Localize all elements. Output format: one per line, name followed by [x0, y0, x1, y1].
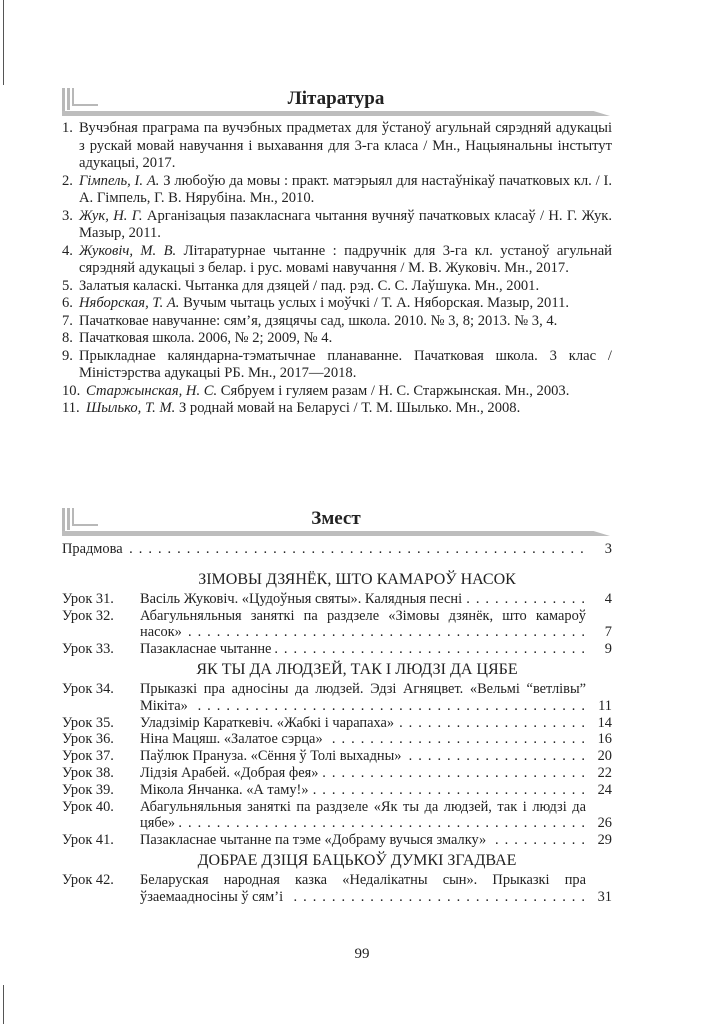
item-number: 10.	[62, 382, 81, 399]
item-number: 6.	[62, 295, 73, 311]
toc-entry-page: 26	[597, 815, 612, 832]
toc-entry[interactable]	[62, 782, 612, 799]
item-author: Старжынская, Н. С.	[86, 382, 218, 399]
item-author: Жук, Н. Г.	[79, 207, 143, 224]
item-text: Літаратурнае чытанне : падручнік для 3-га кл. устаноў агульнай сярэдняй адукацыі з белар. і рус. мовамі навучання / М. В. Жуковіч. Мн., 2017.	[79, 242, 612, 276]
toc-entry-page: 31	[597, 888, 612, 905]
toc-entry[interactable]	[62, 765, 612, 782]
toc-entry-label: Урок 36.	[62, 731, 114, 748]
item-number: 4.	[62, 242, 73, 259]
toc-entry-page: 22	[597, 764, 612, 781]
bibliography-item	[62, 313, 612, 331]
toc-entry-title: Ніна Мацяш. «Залатое сэрца»	[140, 731, 327, 747]
toc-entry[interactable]	[62, 591, 612, 608]
toc-entry-label: Урок 34.	[62, 680, 114, 697]
toc-entry-page: 29	[597, 832, 612, 849]
table-of-contents	[62, 541, 612, 906]
item-number: 7.	[62, 312, 73, 329]
item-text: Арганізацыя пазакласнага чытання вучняў пачатковых класаў / Н. Г. Жук. Мазыр, 2011.	[79, 207, 612, 241]
bibliography-item	[62, 295, 612, 313]
item-text: Сябруем і гуляем разам / Н. С. Старжынская. Мн., 2003.	[220, 382, 570, 399]
toc-entry-label: Урок 40.	[62, 798, 114, 815]
item-text: Вучым чытаць услых і моўчкі / Т. А. Няборская. Мазыр, 2011.	[183, 295, 570, 311]
item-text: Прыкладнае каляндарна-тэматычнае планаванне. Пачатковая школа. 3 клас / Міністэрства адукацыі РБ. Мн., 2017—2018.	[79, 347, 612, 381]
toc-entry-title: Беларуская народная казка «Недалікатны сын». Прыказкі пра ўзаемаадносіны ў сям’і	[140, 871, 586, 905]
item-text: Вучэбная праграма па вучэбных прадметах для ўстаноў агульнай сярэдняй адукацыі з рускай мовай навучання і выхавання для 3-га класа / Мн., Нацыянальны інстытут адукацыі, 2017.	[79, 120, 612, 171]
toc-entry-page: 24	[597, 781, 612, 798]
bibliography-item	[62, 383, 612, 401]
item-number: 11.	[62, 400, 80, 416]
item-number: 5.	[62, 277, 73, 294]
toc-section-title: ДОБРАЕ ДЗІЦЯ БАЦЬКОЎ ДУМКІ ЗГАДВАЕ	[197, 851, 517, 869]
bibliography-item	[62, 330, 612, 348]
toc-entry-title: Пазакласнае чытанне па тэме «Добраму вучыся змалку»	[140, 832, 490, 848]
toc-entry-page: 4	[604, 590, 612, 607]
bibliography-list	[62, 120, 612, 418]
toc-entry-title: Паўлюк Прануза. «Сёння ў Толі выхадны»	[140, 748, 405, 764]
toc-entry-title: Уладзімір Караткевіч. «Жабкі і чарапаха»	[140, 715, 398, 731]
toc-section-title: ЗІМОВЫ ДЗЯНЁК, ШТО КАМАРОЎ НАСОК	[198, 570, 516, 588]
item-number: 3.	[62, 207, 73, 224]
toc-entry-label: Урок 33.	[62, 641, 114, 658]
page-number: 99	[354, 946, 370, 962]
toc-entry[interactable]	[62, 681, 612, 715]
heading-bar	[62, 531, 610, 536]
item-text: Пачатковая школа. 2006, № 2; 2009, № 4.	[79, 330, 333, 346]
toc-entry[interactable]	[62, 715, 612, 732]
toc-entry-preface[interactable]	[62, 541, 612, 558]
bibliography-item	[62, 348, 612, 383]
toc-entry[interactable]	[62, 872, 612, 906]
toc-entry-title: Лідзія Арабей. «Добрая фея»	[140, 765, 322, 781]
item-number: 8.	[62, 330, 73, 346]
item-author: Шылько, Т. М.	[86, 400, 176, 416]
toc-entry-page: 16	[597, 731, 612, 748]
toc-entry-label: Урок 32.	[62, 607, 114, 624]
item-text: Пачатковае навучанне: сям’я, дзяцячы сад, школа. 2010. № 3, 8; 2013. № 3, 4.	[79, 312, 558, 329]
toc-entry-title: Прадмова	[62, 541, 127, 557]
bibliography-item	[62, 400, 612, 418]
item-number: 9.	[62, 347, 73, 364]
bibliography-item	[62, 208, 612, 243]
toc-entry[interactable]	[62, 748, 612, 765]
crop-mark	[3, 985, 4, 1024]
toc-entry-page: 9	[604, 641, 612, 658]
toc-entry[interactable]	[62, 799, 612, 833]
item-author: Жуковіч, М. В.	[79, 242, 177, 259]
item-number: 1.	[62, 120, 73, 136]
item-text: З любоўю да мовы : практ. матэрыял для настаўнікаў пачатковых кл. / І. А. Гімпель, Г. В. Нярубіна. Мн., 2010.	[79, 172, 612, 206]
bibliography-item	[62, 120, 612, 173]
toc-entry-label: Урок 31.	[62, 590, 114, 607]
toc-entry[interactable]	[62, 641, 612, 658]
toc-entry[interactable]	[62, 832, 612, 849]
toc-entry-label: Урок 39.	[62, 781, 114, 798]
toc-entry-page: 14	[597, 714, 612, 731]
item-text: Залатыя каласкі. Чытанка для дзяцей / пад. рэд. С. С. Лаўшука. Мн., 2001.	[79, 277, 540, 294]
toc-entry-page: 20	[597, 748, 612, 765]
toc-entry[interactable]	[62, 608, 612, 642]
item-number: 2.	[62, 172, 73, 189]
toc-entry-title: Абагульняльныя заняткі па раздзеле «Як ты да людзей, так і людзі да цябе»	[140, 798, 586, 832]
contents-title: Змест	[311, 508, 361, 529]
toc-entry-label: Урок 41.	[62, 832, 114, 849]
contents-heading	[62, 508, 610, 536]
item-author: Няборская, Т. А.	[79, 295, 180, 311]
bibliography-item	[62, 278, 612, 296]
toc-entry-title: Мікола Янчанка. «А таму!»	[140, 782, 313, 798]
toc-section-title: ЯК ТЫ ДА ЛЮДЗЕЙ, ТАК І ЛЮДЗІ ДА ЦЯБЕ	[196, 660, 518, 678]
toc-entry-title: Прыказкі пра адносіны да людзей. Эдзі Агняцвет. «Вельмі “ветлівы” Мікіта»	[140, 680, 586, 714]
item-author: Гімпель, І. А.	[79, 172, 160, 189]
item-text: З роднай мовай на Беларусі / Т. М. Шылько. Мн., 2008.	[178, 400, 521, 416]
toc-entry-label: Урок 37.	[62, 748, 114, 765]
crop-mark	[3, 0, 4, 85]
toc-entry-page: 3	[604, 541, 612, 557]
toc-entry-label: Урок 38.	[62, 764, 114, 781]
literature-title: Літаратура	[287, 88, 385, 109]
toc-entry-title: Пазакласнае чытанне	[140, 641, 275, 657]
heading-bar	[62, 111, 610, 116]
toc-entry-label: Урок 42.	[62, 871, 114, 888]
bibliography-item	[62, 243, 612, 278]
bibliography-item	[62, 173, 612, 208]
toc-entry[interactable]	[62, 731, 612, 748]
toc-entry-title: Васіль Жуковіч. «Цудоўныя святы». Калядныя песні	[140, 591, 466, 607]
toc-entry-title: Абагульняльныя заняткі па раздзеле «Зімовы дзянёк, што камароў насок»	[140, 607, 586, 641]
literature-heading	[62, 88, 610, 116]
toc-entry-page: 7	[604, 624, 612, 641]
toc-entry-page: 11	[598, 697, 612, 714]
toc-entry-label: Урок 35.	[62, 714, 114, 731]
